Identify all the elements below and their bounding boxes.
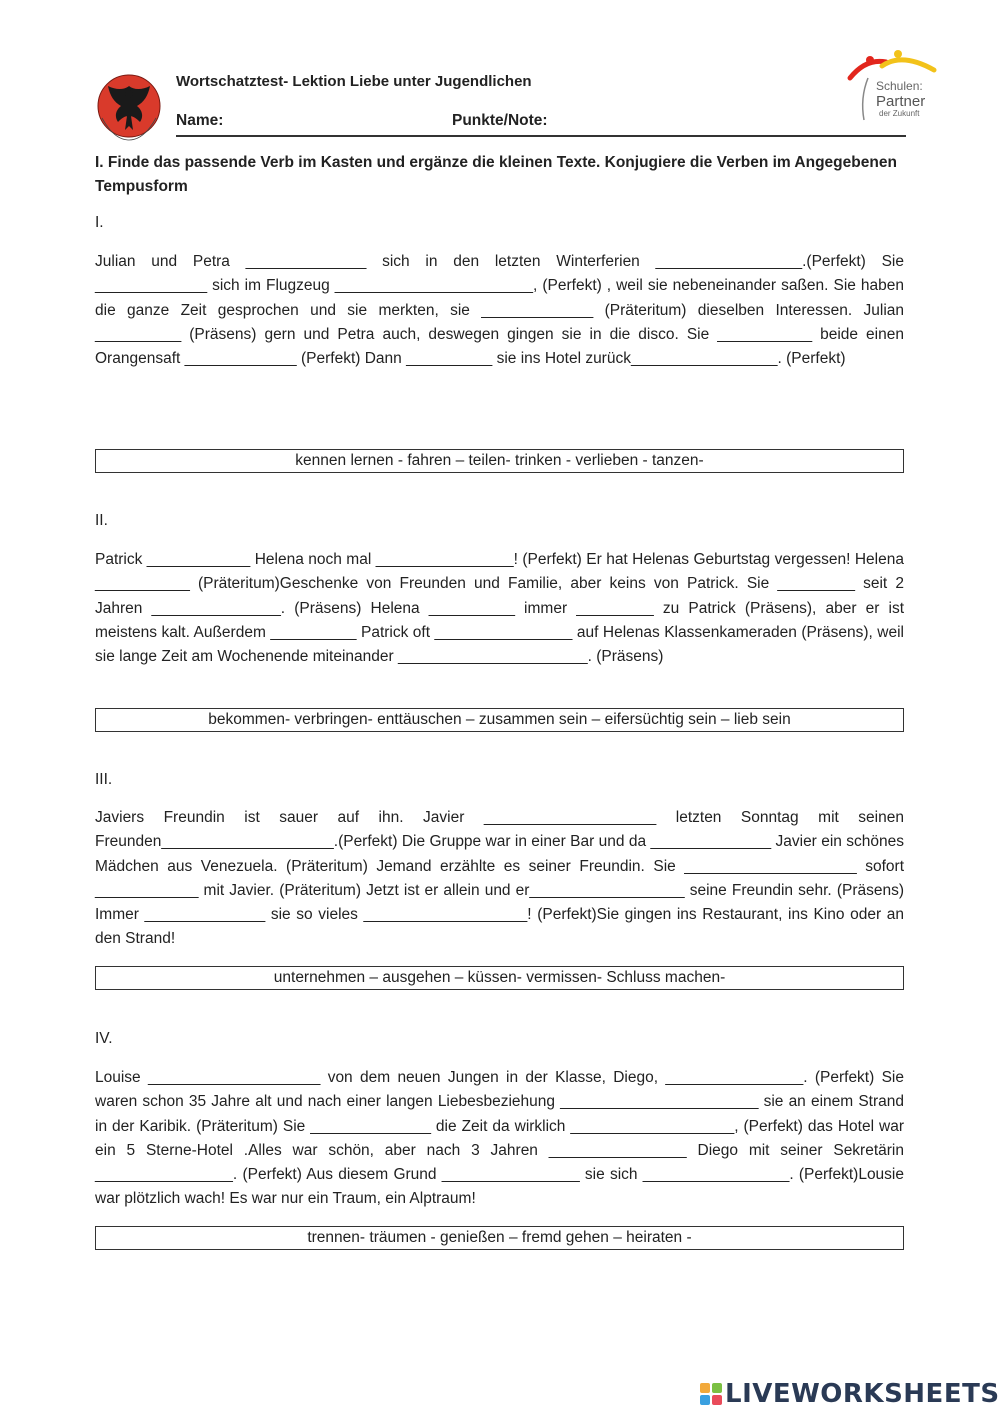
word-box: kennen lernen - fahren – teilen- trinken - verlieben - tanzen- [95, 449, 904, 473]
word-box: unternehmen – ausgehen – küssen- vermissen- Schluss machen- [95, 966, 904, 990]
section-label: IV. [95, 1030, 113, 1047]
section-label: I. [95, 214, 104, 231]
liveworksheets-grid-icon [700, 1383, 722, 1405]
section-text: Javiers Freundin ist sauer auf ihn. Javier ____________________ letzten Sonntag mit seinen Freunden____________________.(Perfekt) Die Gruppe war in einer Bar und da ______________ Javier ein schönes Mädchen aus Venezuela. (Präteritum) Jemand erzählte es seiner Freundin. Sie ____________________ sofort ____________ mit Javier. (Präteritum) Jetzt ist er allein und er__________________ seine Freundin sehr. (Präsens) Immer ______________ sie so vieles ___________________! (Perfekt)Sie gingen ins Restaurant, ins Kino oder an den Strand! [95, 809, 904, 948]
word-box: trennen- träumen - genießen – fremd gehen – heiraten - [95, 1226, 904, 1250]
worksheet-title: Wortschatztest- Lektion Liebe unter Jugendlichen [176, 73, 532, 90]
header-divider [176, 135, 906, 137]
eagle-crest-icon [94, 72, 164, 144]
partner-line1: Schulen: [876, 79, 923, 93]
school-logo [94, 72, 164, 144]
liveworksheets-logo [700, 1378, 1000, 1410]
liveworksheets-brand: LIVEWORKSHEETS [725, 1379, 1000, 1409]
instructions: I. Finde das passende Verb im Kasten und ergänze die kleinen Texte. Konjugiere die Verben im Angegebenen Tempusform [95, 154, 897, 195]
section-label: III. [95, 771, 113, 788]
section-label: II. [95, 512, 108, 529]
name-label: Name: [176, 112, 224, 129]
word-box: bekommen- verbringen- enttäuschen – zusammen sein – eifersüchtig sein – lieb sein [95, 708, 904, 732]
partner-logo [846, 48, 938, 124]
partner-swoosh-icon [846, 48, 938, 124]
partner-line2: Partner [876, 93, 926, 110]
section-text: Louise ____________________ von dem neuen Jungen in der Klasse, Diego, ________________. (Perfekt) Sie waren schon 35 Jahre alt und nach einer langen Liebesbeziehung _______________________ sie an einem Strand in der Karibik. (Präteritum) Sie ______________ die Zeit da wirklich ___________________, (Perfekt) das Hotel war ein 5 Sterne-Hotel .Alles war schön, aber nach 3 Jahren ________________ Diego mit seiner Sekretärin ________________. (Perfekt) Aus diesem Grund ________________ sie sich _________________. (Perfekt)Lousie war plötzlich wach! Es war nur ein Traum, ein Alptraum! [95, 1069, 904, 1208]
section-text: Julian und Petra ______________ sich in den letzten Winterferien _________________.(Perfekt) Sie _____________ sich im Flugzeug _______________________, (Perfekt) , weil sie nebeneinander saßen. Sie haben die ganze Zeit gesprochen und sie merkten, sie _____________ (Präteritum) dieselben Interessen. Julian __________ (Präsens) gern und Petra auch, deswegen gingen sie in die disco. Sie ___________ beide einen Orangensaft _____________ (Perfekt) Dann __________ sie ins Hotel zurück_________________. (Perfekt) [95, 253, 904, 368]
partner-line3: der Zukunft [879, 109, 920, 118]
section-text: Patrick ____________ Helena noch mal ________________! (Perfekt) Er hat Helenas Geburtstag vergessen! Helena ___________ (Präteritum)Geschenke von Freunden und Familie, aber keins von Patrick. Sie _________ seit 2 Jahren _______________. (Präsens) Helena __________ immer _________ zu Patrick (Präsens), aber er ist meistens kalt. Außerdem __________ Patrick oft ________________ auf Helenas Klassenkameraden (Präsens), weil sie lange Zeit am Wochenende miteinander ______________________. (Präsens) [95, 551, 904, 666]
points-label: Punkte/Note: [452, 112, 548, 129]
